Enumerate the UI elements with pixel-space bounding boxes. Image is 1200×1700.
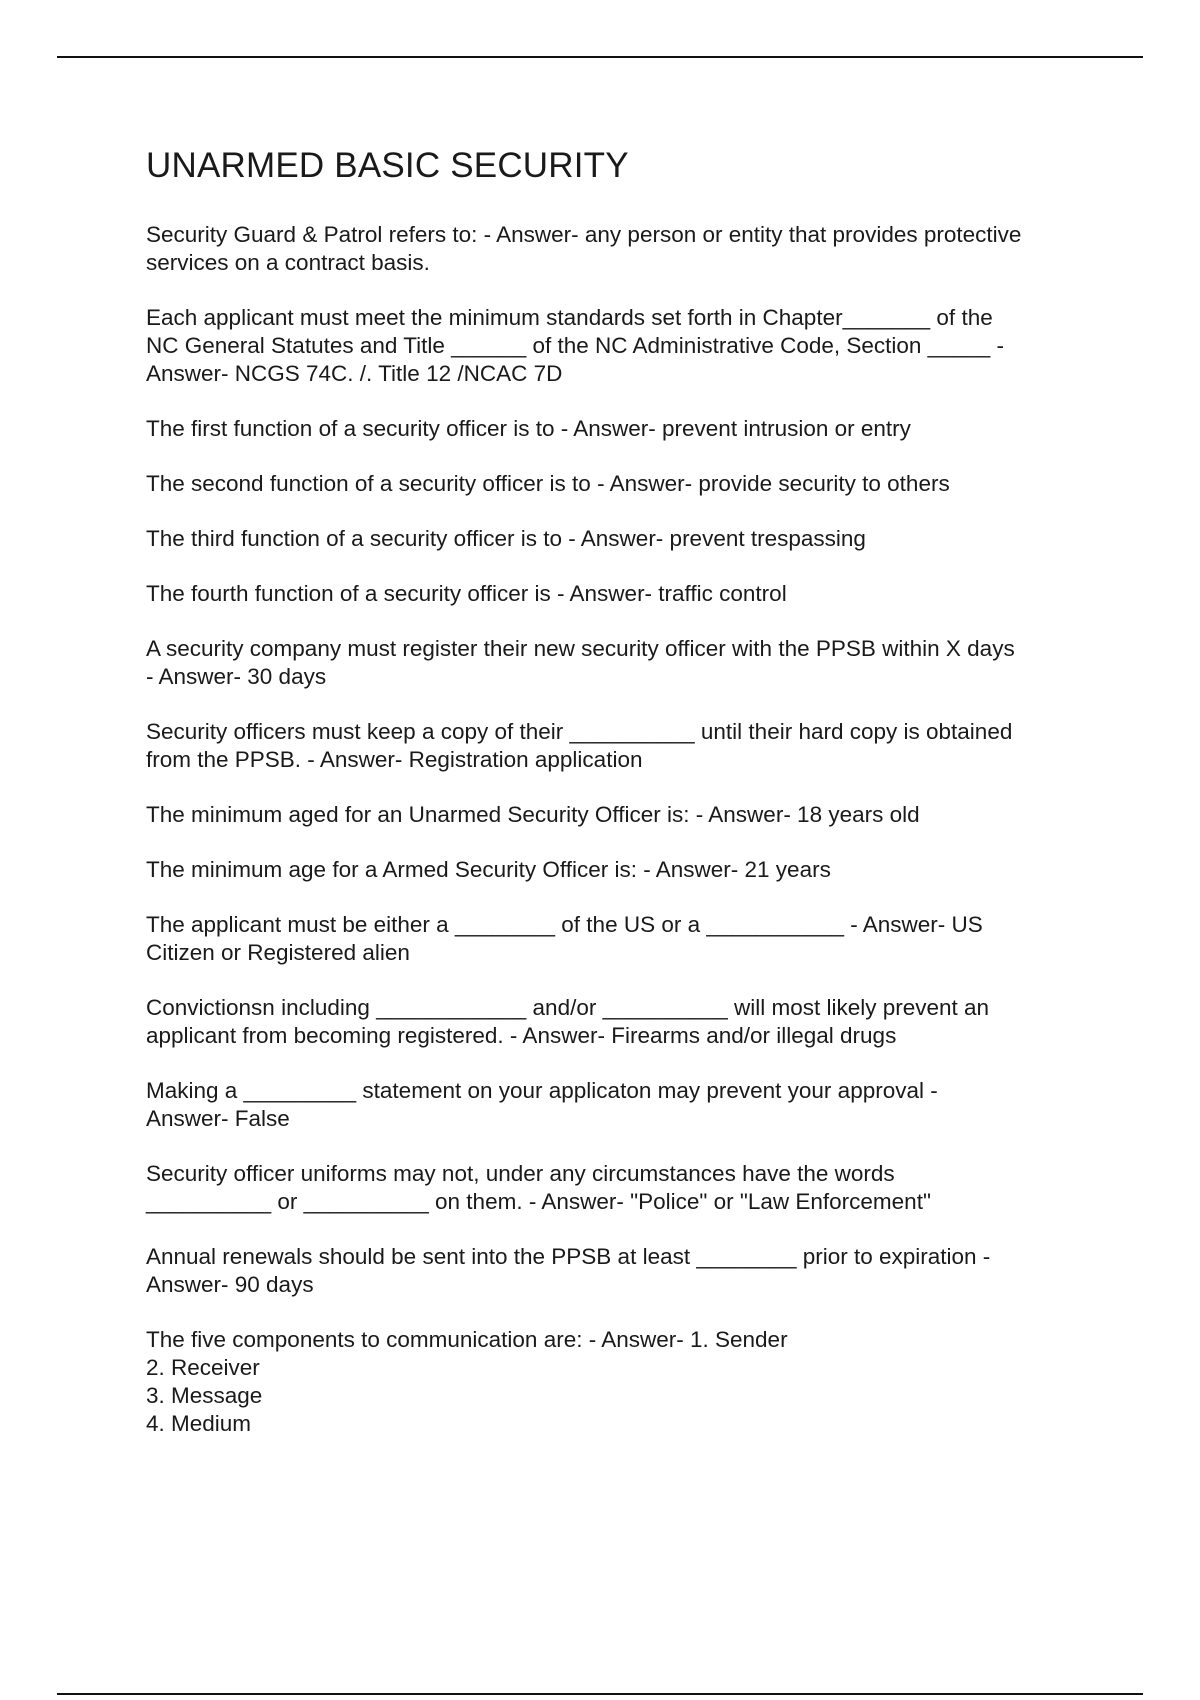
document-body [146, 141, 1106, 1465]
page-title: UNARMED BASIC SECURITY [146, 146, 629, 185]
qa-item: Making a _________ statement on your applicaton may prevent your approval - Answer- False [146, 1078, 938, 1131]
qa-item: Annual renewals should be sent into the PPSB at least ________ prior to expiration - Answer- 90 days [146, 1244, 991, 1297]
qa-item: The minimum aged for an Unarmed Security Officer is: - Answer- 18 years old [146, 802, 920, 827]
bottom-rule [57, 1693, 1143, 1695]
qa-item: Security officers must keep a copy of their __________ until their hard copy is obtained from the PPSB. - Answer- Registration application [146, 719, 1013, 772]
qa-item: The third function of a security officer is to - Answer- prevent trespassing [146, 526, 866, 551]
qa-item: The fourth function of a security officer is - Answer- traffic control [146, 581, 787, 606]
qa-item: The applicant must be either a ________ of the US or a ___________ - Answer- US Citizen or Registered alien [146, 912, 983, 965]
qa-item: The five components to communication are: - Answer- 1. Sender 2. Receiver 3. Message 4. Medium [146, 1327, 788, 1436]
qa-item: The second function of a security officer is to - Answer- provide security to others [146, 471, 950, 496]
qa-item: Security officer uniforms may not, under any circumstances have the words __________ or __________ on them. - Answer- "Police" or "Law Enforcement" [146, 1161, 931, 1214]
qa-item: A security company must register their new security officer with the PPSB within X days - Answer- 30 days [146, 636, 1015, 689]
qa-item: Each applicant must meet the minimum standards set forth in Chapter_______ of the NC General Statutes and Title ______ of the NC Administrative Code, Section _____ - Answer- NCGS 74C. /. Title 12 /NCAC 7D [146, 305, 1004, 386]
qa-item: The first function of a security officer is to - Answer- prevent intrusion or entry [146, 416, 911, 441]
top-rule [57, 56, 1143, 58]
qa-item: The minimum age for a Armed Security Officer is: - Answer- 21 years [146, 857, 831, 882]
qa-item: Security Guard & Patrol refers to: - Answer- any person or entity that provides protective services on a contract basis. [146, 222, 1022, 275]
qa-item: Convictionsn including ____________ and/or __________ will most likely prevent an applicant from becoming registered. - Answer- Firearms and/or illegal drugs [146, 995, 990, 1048]
